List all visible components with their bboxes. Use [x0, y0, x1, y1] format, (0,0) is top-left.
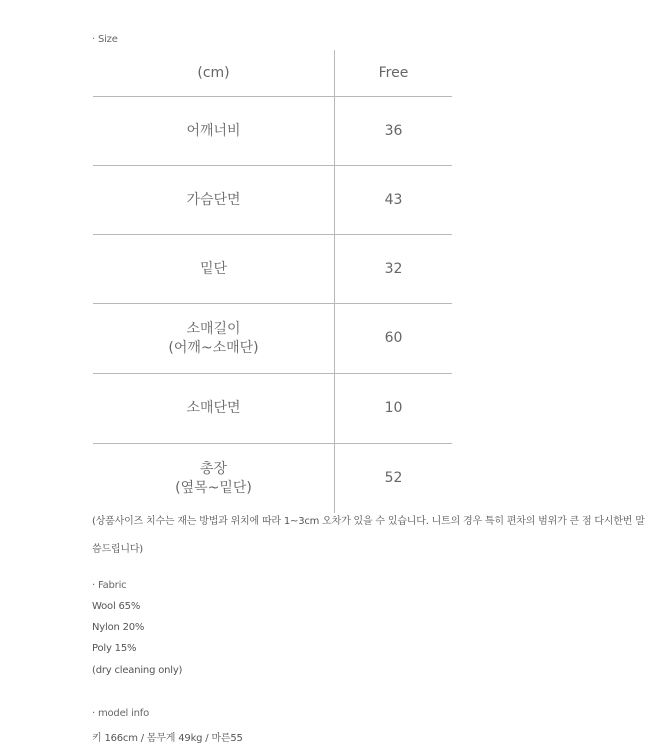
measurement-label: [93, 166, 335, 235]
table-row: [93, 166, 452, 235]
measurement-name: 소매단면: [186, 400, 241, 416]
table-row: [93, 444, 452, 514]
fabric-line: Nylon 20%: [92, 622, 145, 633]
size-table-header-value: Free: [335, 50, 453, 97]
measurement-label: [93, 97, 335, 166]
measurement-value: 32: [335, 235, 453, 304]
size-section-label: · Size: [92, 34, 118, 45]
measurement-sublabel: (옆목~밑단): [175, 479, 252, 496]
measurement-value: 60: [335, 304, 453, 374]
measurement-label: [93, 444, 335, 514]
table-row: [93, 97, 452, 166]
size-note: (상품사이즈 치수는 재는 방법과 위치에 따라 1~3cm 오차가 있을 수 있습니다. 니트의 경우 특히 편차의 범위가 큰 점 다시한번 말씀드립니다): [92, 516, 645, 555]
measurement-label: [93, 374, 335, 444]
size-table-header-row: [93, 50, 452, 97]
measurement-value: 10: [335, 374, 453, 444]
table-row: [93, 304, 452, 374]
measurement-name: 소매길이: [186, 320, 241, 337]
measurement-value: 43: [335, 166, 453, 235]
size-table-header-label: (cm): [93, 50, 335, 97]
measurement-label: [93, 304, 335, 374]
fabric-line: (dry cleaning only): [92, 665, 183, 676]
measurement-sublabel: (어깨~소매단): [168, 339, 259, 356]
measurement-name: 가슴단면: [186, 191, 241, 208]
measurement-label: [93, 235, 335, 304]
table-row: [93, 235, 452, 304]
fabric-section-label: · Fabric: [92, 580, 127, 591]
measurement-name: 어깨너비: [186, 122, 241, 139]
model-section-label: · model info: [92, 708, 150, 719]
measurement-name: 밑단: [199, 260, 228, 277]
measurement-name: 총장: [199, 460, 228, 477]
table-row: [93, 374, 452, 444]
fabric-line: Wool 65%: [92, 601, 141, 612]
model-info: 키 166cm / 몸무게 49kg / 마른55: [92, 733, 243, 744]
size-table: [93, 50, 452, 513]
measurement-value: 52: [384, 470, 403, 486]
measurement-value: 36: [335, 97, 453, 166]
fabric-line: Poly 15%: [92, 643, 137, 654]
